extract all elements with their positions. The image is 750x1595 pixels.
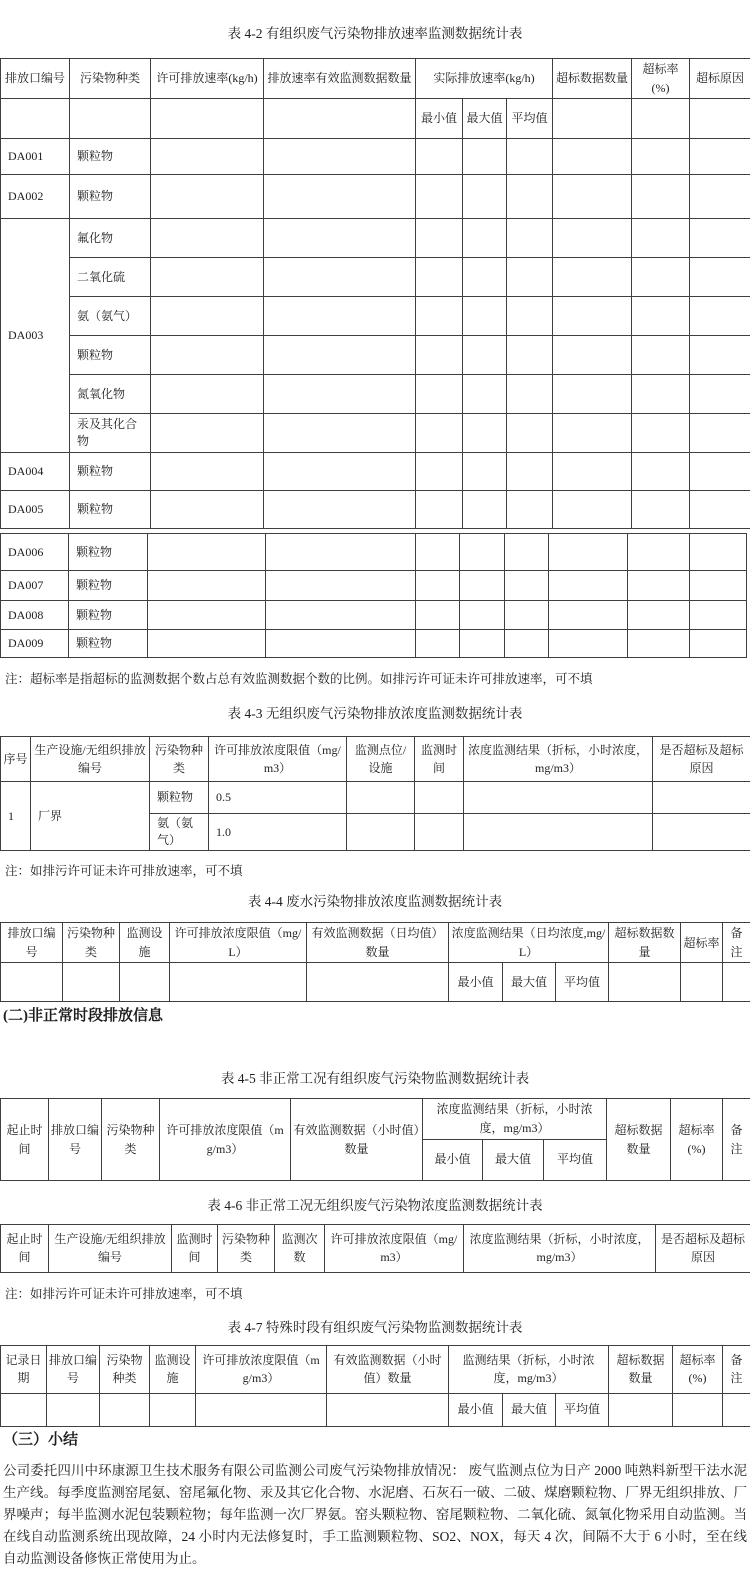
empty-cell <box>507 453 553 491</box>
col-header-valid-count: 排放速率有效监测数据数量 <box>264 59 416 99</box>
col-header-point: 监测点位/设施 <box>347 737 415 782</box>
empty-cell <box>416 414 463 453</box>
empty-cell <box>553 99 632 139</box>
empty-cell <box>151 297 264 336</box>
empty-cell <box>170 963 307 1002</box>
limit-cell: 0.5 <box>209 782 347 814</box>
col-header-min: 最小值 <box>449 1393 503 1426</box>
col-header-count: 监测次数 <box>275 1224 325 1272</box>
empty-cell <box>463 219 507 258</box>
empty-cell <box>1 99 70 139</box>
empty-cell <box>416 258 463 297</box>
empty-cell <box>549 571 628 601</box>
empty-cell <box>628 601 690 630</box>
col-header-outlet: 排放口编号 <box>1 923 63 963</box>
empty-cell <box>507 491 553 529</box>
empty-cell <box>628 534 690 571</box>
empty-cell <box>653 814 750 851</box>
col-header-result: 监测结果（折标，小时浓度，mg/m3） <box>449 1345 609 1393</box>
outlet-cell: DA005 <box>1 491 70 529</box>
col-header-exceed-rate: 超标率 <box>681 923 723 963</box>
empty-cell <box>151 453 264 491</box>
empty-cell <box>505 601 549 630</box>
empty-cell <box>690 453 750 491</box>
empty-cell <box>264 175 416 219</box>
empty-cell <box>416 175 463 219</box>
table-4-2-page2 <box>0 533 747 658</box>
empty-cell <box>632 175 690 219</box>
col-header-device: 监测设施 <box>150 1345 196 1393</box>
col-header-exceed-rate: 超标率(%) <box>671 1099 723 1180</box>
empty-cell <box>347 782 415 814</box>
empty-cell <box>151 139 264 175</box>
col-header-pollutant: 污染物种类 <box>218 1224 275 1272</box>
col-header-time: 监测时间 <box>415 737 464 782</box>
empty-cell <box>690 99 750 139</box>
outlet-cell: DA008 <box>1 601 69 630</box>
pollutant-cell: 颗粒物 <box>69 601 148 630</box>
empty-cell <box>690 297 750 336</box>
table-row <box>1 175 750 219</box>
empty-cell <box>464 782 653 814</box>
table-4-7 <box>0 1345 750 1427</box>
col-header-pollutant: 污染物种类 <box>100 1345 150 1393</box>
empty-cell <box>632 99 690 139</box>
empty-cell <box>690 258 750 297</box>
empty-cell <box>507 175 553 219</box>
col-header-actual-rate: 实际排放速率(kg/h) <box>416 59 553 99</box>
col-header-min: 最小值 <box>416 99 463 139</box>
section-3-heading: （三）小结 <box>0 1430 750 1451</box>
table-4-3-title: 表 4-3 无组织废气污染物排放浓度监测数据统计表 <box>0 704 750 724</box>
col-header-min: 最小值 <box>449 963 503 1002</box>
empty-cell <box>416 375 463 414</box>
header-row-2 <box>1 1393 750 1426</box>
empty-cell <box>463 491 507 529</box>
empty-cell <box>505 534 549 571</box>
empty-cell <box>553 297 632 336</box>
outlet-cell: DA009 <box>1 630 69 658</box>
empty-cell <box>460 601 505 630</box>
empty-cell <box>416 336 463 375</box>
col-header-result: 浓度监测结果（折标，小时浓度，mg/m3） <box>464 737 653 782</box>
col-header-outlet: 排放口编号 <box>49 1099 102 1180</box>
pollutant-cell: 颗粒物 <box>69 534 148 571</box>
table-row <box>1 491 750 529</box>
outlet-cell: DA004 <box>1 453 70 491</box>
col-header-remark: 备注 <box>723 1345 750 1393</box>
col-header-outlet: 排放口编号 <box>1 59 70 99</box>
header-row-1 <box>1 923 750 963</box>
empty-cell <box>151 258 264 297</box>
empty-cell <box>151 336 264 375</box>
table-row <box>1 414 750 453</box>
empty-cell <box>63 963 120 1002</box>
col-header-avg: 平均值 <box>507 99 553 139</box>
col-header-result: 浓度监测结果（折标，小时浓度，mg/m3） <box>423 1099 607 1139</box>
empty-cell <box>463 414 507 453</box>
table-4-2-page1 <box>0 58 750 529</box>
empty-cell <box>266 601 416 630</box>
pollutant-cell: 颗粒物 <box>70 336 151 375</box>
section-2-heading: (二)非正常时段排放信息 <box>0 1006 750 1027</box>
empty-cell <box>264 491 416 529</box>
col-header-limit: 许可排放浓度限值（mg/m3） <box>325 1224 464 1272</box>
col-header-device: 监测设施 <box>120 923 170 963</box>
table-4-4 <box>0 922 750 1002</box>
empty-cell <box>416 453 463 491</box>
empty-cell <box>460 630 505 658</box>
col-header-limit: 许可排放浓度限值（mg/m3） <box>209 737 347 782</box>
empty-cell <box>507 219 553 258</box>
empty-cell <box>264 99 416 139</box>
empty-cell <box>690 219 750 258</box>
pollutant-cell: 颗粒物 <box>70 139 151 175</box>
empty-cell <box>505 571 549 601</box>
empty-cell <box>553 258 632 297</box>
table-4-5-title: 表 4-5 非正常工况有组织废气污染物监测数据统计表 <box>0 1069 750 1089</box>
empty-cell <box>673 1393 723 1426</box>
empty-cell <box>151 99 264 139</box>
empty-cell <box>632 297 690 336</box>
pollutant-cell: 氮氧化物 <box>70 375 151 414</box>
table-4-7-title: 表 4-7 特殊时段有组织废气污染物监测数据统计表 <box>0 1318 750 1338</box>
empty-cell <box>1 963 63 1002</box>
empty-cell <box>266 534 416 571</box>
empty-cell <box>632 453 690 491</box>
pollutant-cell: 氟化物 <box>70 219 151 258</box>
table-row <box>1 375 750 414</box>
facility-cell: 厂界 <box>31 782 150 851</box>
empty-cell <box>415 814 464 851</box>
empty-cell <box>416 297 463 336</box>
empty-cell <box>553 139 632 175</box>
table-4-2-note: 注：超标率是指超标的监测数据个数占总有效监测数据个数的比例。如排污许可证未许可排放速率，可不填 <box>0 671 750 688</box>
col-header-seq: 序号 <box>1 737 31 782</box>
empty-cell <box>723 963 750 1002</box>
col-header-permitted-rate: 许可排放速率(kg/h) <box>151 59 264 99</box>
col-header-exceed-count: 超标数据数量 <box>609 1345 673 1393</box>
empty-cell <box>553 219 632 258</box>
col-header-period: 起止时间 <box>1 1224 49 1272</box>
table-row <box>1 630 747 658</box>
empty-cell <box>632 258 690 297</box>
col-header-date: 记录日期 <box>1 1345 47 1393</box>
col-header-result: 浓度监测结果（折标，小时浓度，mg/m3） <box>464 1224 656 1272</box>
empty-cell <box>120 963 170 1002</box>
empty-cell <box>628 571 690 601</box>
empty-cell <box>264 453 416 491</box>
empty-cell <box>632 491 690 529</box>
empty-cell <box>690 139 750 175</box>
col-header-exceed-rate: 超标率(%) <box>673 1345 723 1393</box>
empty-cell <box>632 219 690 258</box>
empty-cell <box>148 534 266 571</box>
pollutant-cell: 颗粒物 <box>150 782 209 814</box>
empty-cell <box>151 375 264 414</box>
table-row <box>1 571 747 601</box>
empty-cell <box>463 297 507 336</box>
pollutant-cell: 汞及其化合物 <box>70 414 151 453</box>
empty-cell <box>507 375 553 414</box>
table-row <box>1 219 750 258</box>
empty-cell <box>148 571 266 601</box>
outlet-cell: DA003 <box>1 219 70 453</box>
empty-cell <box>507 258 553 297</box>
table-4-5 <box>0 1098 750 1180</box>
limit-cell: 1.0 <box>209 814 347 851</box>
empty-cell <box>151 175 264 219</box>
empty-cell <box>690 630 747 658</box>
empty-cell <box>264 139 416 175</box>
table-row <box>1 453 750 491</box>
empty-cell <box>416 571 460 601</box>
table-4-2-title: 表 4-2 有组织废气污染物排放速率监测数据统计表 <box>0 24 750 44</box>
col-header-facility: 生产设施/无组织排放编号 <box>31 737 150 782</box>
table-row <box>1 297 750 336</box>
col-header-max: 最大值 <box>463 99 507 139</box>
empty-cell <box>553 414 632 453</box>
col-header-exceed-rate: 超标率(%) <box>632 59 690 99</box>
col-header-avg: 平均值 <box>556 1393 609 1426</box>
empty-cell <box>507 139 553 175</box>
col-header-pollutant: 污染物种类 <box>150 737 209 782</box>
seq-cell: 1 <box>1 782 31 851</box>
col-header-limit: 许可排放浓度限值（mg/L） <box>170 923 307 963</box>
empty-cell <box>632 414 690 453</box>
col-header-period: 起止时间 <box>1 1099 49 1180</box>
empty-cell <box>505 630 549 658</box>
pollutant-cell: 二氧化硫 <box>70 258 151 297</box>
empty-cell <box>507 414 553 453</box>
empty-cell <box>1 1393 47 1426</box>
empty-cell <box>463 336 507 375</box>
outlet-cell: DA001 <box>1 139 70 175</box>
empty-cell <box>70 99 151 139</box>
empty-cell <box>609 1393 673 1426</box>
empty-cell <box>690 414 750 453</box>
empty-cell <box>690 601 747 630</box>
empty-cell <box>416 601 460 630</box>
empty-cell <box>264 219 416 258</box>
empty-cell <box>463 175 507 219</box>
header-row <box>1 1224 750 1272</box>
empty-cell <box>460 571 505 601</box>
empty-cell <box>549 601 628 630</box>
empty-cell <box>264 414 416 453</box>
empty-cell <box>609 963 681 1002</box>
empty-cell <box>690 534 747 571</box>
table-row <box>1 534 747 571</box>
empty-cell <box>463 453 507 491</box>
table-4-3 <box>0 736 750 851</box>
pollutant-cell: 颗粒物 <box>69 630 148 658</box>
empty-cell <box>553 175 632 219</box>
empty-cell <box>460 534 505 571</box>
col-header-pollutant: 污染物种类 <box>63 923 120 963</box>
col-header-limit: 许可排放浓度限值（mg/m3） <box>160 1099 291 1180</box>
col-header-pollutant: 污染物种类 <box>102 1099 160 1180</box>
col-header-max: 最大值 <box>503 963 556 1002</box>
table-4-6-title: 表 4-6 非正常工况无组织废气污染物浓度监测数据统计表 <box>0 1196 750 1216</box>
empty-cell <box>632 139 690 175</box>
table-4-6 <box>0 1224 750 1273</box>
pollutant-cell: 颗粒物 <box>69 571 148 601</box>
empty-cell <box>653 782 750 814</box>
empty-cell <box>416 534 460 571</box>
outlet-cell: DA006 <box>1 534 69 571</box>
header-row-1 <box>1 1345 750 1393</box>
col-header-result: 浓度监测结果（日均浓度,mg/L） <box>449 923 609 963</box>
empty-cell <box>690 571 747 601</box>
table-4-6-note: 注：如排污许可证未许可排放速率，可不填 <box>0 1286 750 1303</box>
col-header-valid-count: 有效监测数据（日均值）数量 <box>307 923 449 963</box>
col-header-exceed-count: 超标数据数量 <box>553 59 632 99</box>
empty-cell <box>264 336 416 375</box>
col-header-time: 监测时间 <box>172 1224 218 1272</box>
col-header-max: 最大值 <box>503 1393 556 1426</box>
col-header-exceed: 是否超标及超标原因 <box>653 737 750 782</box>
empty-cell <box>196 1393 327 1426</box>
table-row <box>1 336 750 375</box>
empty-cell <box>415 782 464 814</box>
empty-cell <box>632 375 690 414</box>
table-row <box>1 258 750 297</box>
empty-cell <box>463 375 507 414</box>
outlet-cell: DA002 <box>1 175 70 219</box>
empty-cell <box>681 963 723 1002</box>
empty-cell <box>266 571 416 601</box>
empty-cell <box>690 491 750 529</box>
summary-paragraph: 公司委托四川中环康源卫生技术服务有限公司监测公司废气污染物排放情况： 废气监测点位为日产 2000 吨熟料新型干法水泥生产线。每季度监测窑尾氨、窑尾氟化物、汞及其它化合物、水泥磨、石灰石一破、二破、煤磨颗粒物、厂界无组织排放、厂界噪声；每半监测水泥包装颗粒物；每年监测一次厂界氨。窑头颗粒物、窑尾颗粒物、二氧化硫、氮氧化物采用自动监测。当在线自动监测系统出现故障，24 小时内无法修复时，手工监测颗粒物、SO2、NOX，每天 4 次，间隔不大于 6 小时，至在线自动监测设备修恢正常使用为止。 <box>0 1460 750 1582</box>
empty-cell <box>47 1393 100 1426</box>
empty-cell <box>307 963 449 1002</box>
empty-cell <box>416 219 463 258</box>
pollutant-cell: 颗粒物 <box>70 453 151 491</box>
table-4-3-note: 注：如排污许可证未许可排放速率，可不填 <box>0 863 750 880</box>
empty-cell <box>690 175 750 219</box>
empty-cell <box>148 601 266 630</box>
empty-cell <box>690 336 750 375</box>
empty-cell <box>264 258 416 297</box>
col-header-valid-count: 有效监测数据（小时值）数量 <box>327 1345 449 1393</box>
pollutant-cell: 颗粒物 <box>70 491 151 529</box>
header-row-2 <box>1 963 750 1002</box>
table-row <box>1 139 750 175</box>
empty-cell <box>347 814 415 851</box>
col-header-limit: 许可排放浓度限值（mg/m3） <box>196 1345 327 1393</box>
col-header-max: 最大值 <box>483 1139 544 1180</box>
empty-cell <box>507 336 553 375</box>
empty-cell <box>416 630 460 658</box>
empty-cell <box>327 1393 449 1426</box>
empty-cell <box>416 491 463 529</box>
empty-cell <box>463 258 507 297</box>
header-row-1 <box>1 59 750 99</box>
empty-cell <box>266 630 416 658</box>
header-row-2 <box>1 99 750 139</box>
empty-cell <box>553 336 632 375</box>
empty-cell <box>690 375 750 414</box>
col-header-remark: 备注 <box>723 923 750 963</box>
outlet-cell: DA007 <box>1 571 69 601</box>
col-header-outlet: 排放口编号 <box>47 1345 100 1393</box>
empty-cell <box>723 1393 750 1426</box>
empty-cell <box>464 814 653 851</box>
col-header-pollutant: 污染物种类 <box>70 59 151 99</box>
empty-cell <box>148 630 266 658</box>
empty-cell <box>507 297 553 336</box>
table-4-4-title: 表 4-4 废水污染物排放浓度监测数据统计表 <box>0 892 750 912</box>
col-header-remark: 备注 <box>723 1099 750 1180</box>
empty-cell <box>150 1393 196 1426</box>
empty-cell <box>264 375 416 414</box>
pollutant-cell: 氨（氨气） <box>70 297 151 336</box>
empty-cell <box>553 491 632 529</box>
table-row <box>1 601 747 630</box>
col-header-facility: 生产设施/无组织排放编号 <box>49 1224 172 1272</box>
empty-cell <box>632 336 690 375</box>
empty-cell <box>151 414 264 453</box>
pollutant-cell: 氨（氨气） <box>150 814 209 851</box>
empty-cell <box>100 1393 150 1426</box>
col-header-exceed-count: 超标数据数量 <box>609 923 681 963</box>
col-header-avg: 平均值 <box>544 1139 607 1180</box>
empty-cell <box>151 491 264 529</box>
empty-cell <box>416 139 463 175</box>
empty-cell <box>264 297 416 336</box>
empty-cell <box>553 375 632 414</box>
empty-cell <box>549 630 628 658</box>
col-header-min: 最小值 <box>423 1139 483 1180</box>
pollutant-cell: 颗粒物 <box>70 175 151 219</box>
table-row <box>1 782 750 814</box>
col-header-exceed: 是否超标及超标原因 <box>656 1224 750 1272</box>
empty-cell <box>553 453 632 491</box>
col-header-valid-count: 有效监测数据（小时值）数量 <box>291 1099 423 1180</box>
header-row-1 <box>1 1099 750 1139</box>
empty-cell <box>628 630 690 658</box>
empty-cell <box>549 534 628 571</box>
empty-cell <box>151 219 264 258</box>
col-header-exceed-count: 超标数据数量 <box>607 1099 671 1180</box>
col-header-avg: 平均值 <box>556 963 609 1002</box>
header-row <box>1 737 750 782</box>
col-header-exceed-reason: 超标原因 <box>690 59 750 99</box>
empty-cell <box>463 139 507 175</box>
